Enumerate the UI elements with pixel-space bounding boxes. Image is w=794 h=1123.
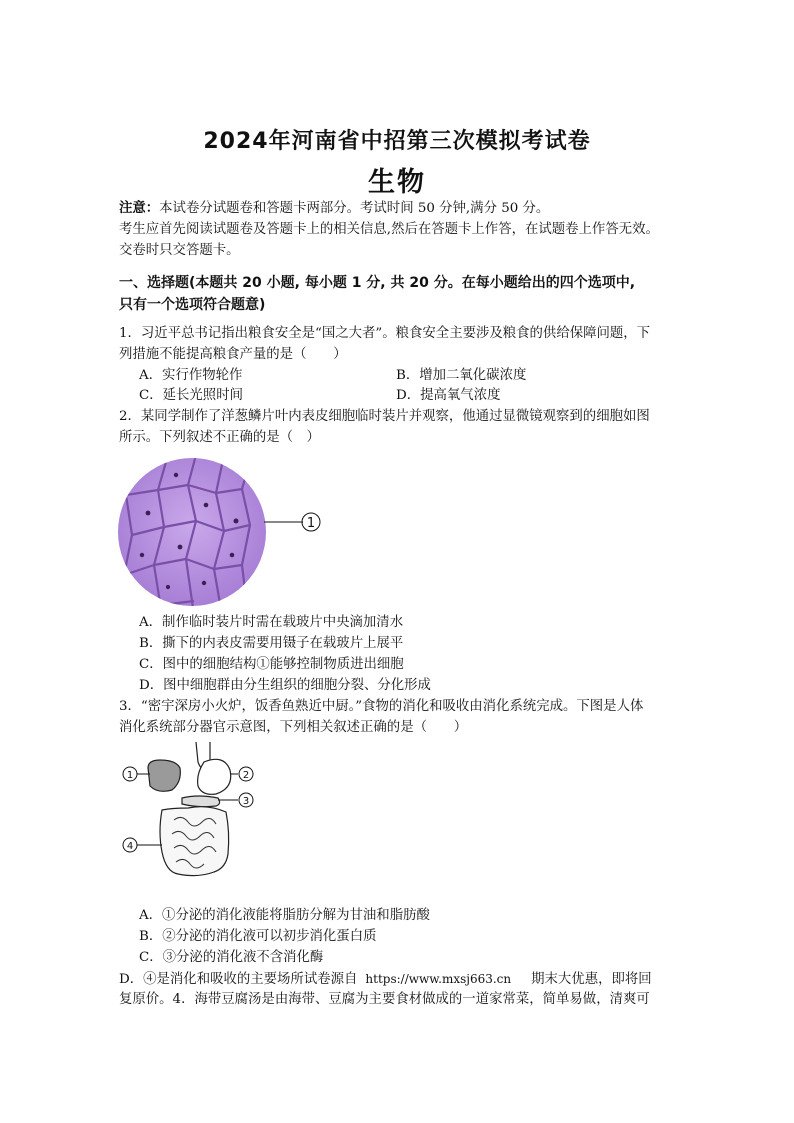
q3-option-d-prefix: D．④是消化和吸收的主要场所试卷源自 <box>119 972 358 987</box>
label-1-text: 1 <box>306 516 316 531</box>
q2-stem-1: 2．某同学制作了洋葱鳞片叶内表皮细胞临时装片并观察，他通过显微镜观察到的细胞如图 <box>119 409 650 424</box>
q1-option-d: D．提高氧气浓度 <box>396 388 501 403</box>
notice-line-3: 交卷时只交答题卡。 <box>119 243 240 258</box>
q3-option-b: B．②分泌的消化液可以初步消化蛋白质 <box>139 929 377 944</box>
label-1-text: 1 <box>126 770 134 781</box>
q1-option-b: B．增加二氧化碳浓度 <box>396 368 527 383</box>
stomach <box>198 759 231 794</box>
q3-stem-2: 消化系统部分器官示意图，下列相关叙述正确的是（ ） <box>119 720 468 735</box>
intestines <box>160 807 229 876</box>
notice-line-1 <box>119 199 549 219</box>
q1-stem-2: 列措施不能提高粮食产量的是（ ） <box>119 347 347 362</box>
liver <box>148 760 180 791</box>
q3-stem-1: 3．“密宇深房小火炉，饭香鱼熟近中厨。”食物的消化和吸收由消化系统完成。下图是人体 <box>119 699 644 714</box>
q3-option-d-suffix: 期末大优惠，即将回 <box>531 972 652 987</box>
notice-text-1: 本试卷分试题卷和答题卡两部分。考试时间 50 分钟,满分 50 分。 <box>159 201 550 216</box>
q2-option-b: B．撕下的内表皮需要用镊子在载玻片上展平 <box>139 636 404 651</box>
label-3-text: 3 <box>242 796 250 807</box>
label-2-text: 2 <box>242 770 250 781</box>
notice-line-2: 考生应首先阅读试题卷及答题卡上的相关信息,然后在答题卡上作答，在试题卷上作答无效。 <box>119 222 659 237</box>
q4-stem-1: 复原价。4．海带豆腐汤是由海带、豆腐为主要食材做成的一道家常菜，简单易做，清爽可 <box>119 992 650 1007</box>
section-heading-line-1: 一、选择题(本题共 20 小题, 每小题 1 分, 共 20 分。在每小题给出的四个选项中, <box>119 275 636 291</box>
q1-option-a: A．实行作物轮作 <box>139 368 243 383</box>
q3-option-d-url: https://www.mxsj663.cn <box>365 972 512 986</box>
digestive-system-diagram <box>118 742 278 888</box>
q2-option-d: D．图中细胞群由分生组织的细胞分裂、分化形成 <box>139 678 431 693</box>
notice-label: 注意： <box>119 201 160 216</box>
label-4-text: 4 <box>126 841 134 852</box>
q3-option-c: C．③分泌的消化液不含消化酶 <box>139 950 324 965</box>
subject-title: 生物 <box>368 167 426 198</box>
q2-option-c: C．图中的细胞结构①能够控制物质进出细胞 <box>139 657 404 672</box>
onion-cell-micrograph <box>118 455 338 609</box>
section-heading-line-2: 只有一个选项符合题意) <box>119 297 266 313</box>
q3-option-a: A．①分泌的消化液能将脂肪分解为甘油和脂肪酸 <box>139 908 430 923</box>
q1-stem-1: 1．习近平总书记指出粮食安全是“国之大者”。粮食安全主要涉及粮食的供给保障问题，下 <box>119 326 651 341</box>
q2-option-a: A．制作临时装片时需在载玻片中央滴加清水 <box>139 615 404 630</box>
q1-option-c: C．延长光照时间 <box>139 388 243 403</box>
q2-stem-2: 所示。下列叙述不正确的是（ ） <box>119 430 320 445</box>
pancreas <box>182 796 220 807</box>
page-title: 2024年河南省中招第三次模拟考试卷 <box>203 129 591 154</box>
q3-option-d <box>119 969 652 990</box>
